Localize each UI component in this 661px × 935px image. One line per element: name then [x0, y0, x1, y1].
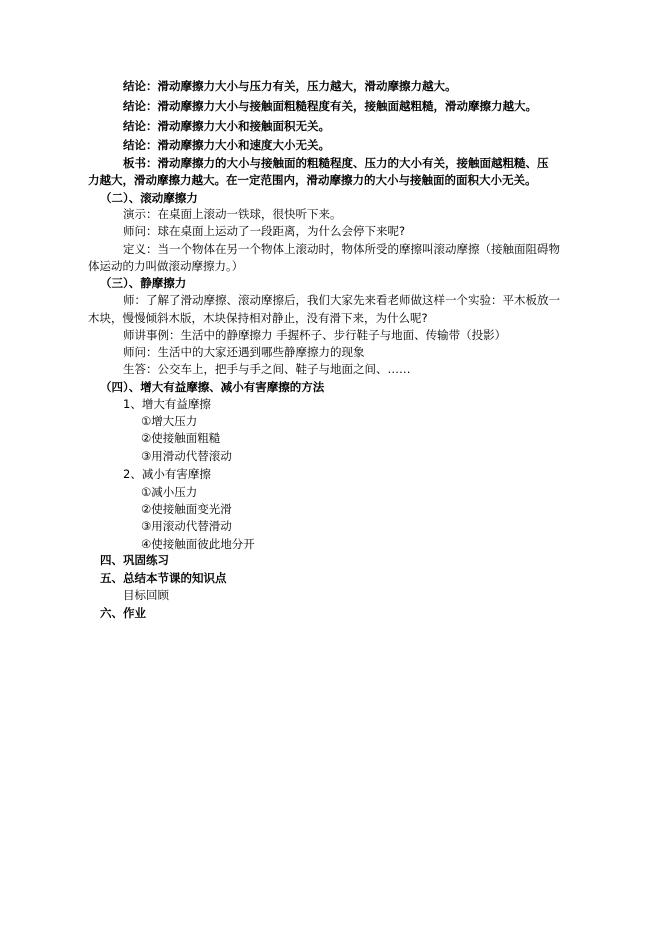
text-line: 师讲事例：生活中的静摩擦力 手握杯子、步行鞋子与地面、传输带（投影） — [123, 328, 507, 342]
text-line: 目标回顾 — [123, 588, 169, 602]
text-line: （二）、滚动摩擦力 — [100, 191, 198, 205]
text-line: 木块，慢慢倾斜木版，木块保持相对静止，没有滑下来，为什么呢? — [88, 311, 428, 325]
text-line: ②使接触面粗糙 — [141, 431, 221, 445]
text-line: 五、总结本节课的知识点 — [100, 571, 227, 585]
text-line: 板书：滑动摩擦力的大小与接触面的粗糙程度、压力的大小有关，接触面越粗糙、压 — [123, 156, 549, 170]
text-line: 结论：滑动摩擦力大小和速度大小无关。 — [123, 138, 330, 152]
text-line: ①减小压力 — [141, 485, 198, 499]
text-line: 1、增大有益摩擦 — [123, 397, 211, 411]
text-line: （四）、增大有益摩擦、减小有害摩擦的方法 — [100, 380, 325, 394]
text-line: 师问：球在桌面上运动了一段距离，为什么会停下来呢? — [123, 224, 406, 238]
text-line: 演示：在桌面上滚动一铁球，很快听下来。 — [123, 207, 342, 221]
text-line: 结论：滑动摩擦力大小与压力有关，压力越大，滑动摩擦力越大。 — [123, 79, 457, 93]
text-line: 四、巩固练习 — [100, 553, 169, 567]
text-line: 体运动的力叫做滚动摩擦力。） — [88, 259, 244, 273]
text-line: 力越大，滑动摩擦力越大。在一定范围内，滑动摩擦力的大小与接触面的面积大小无关。 — [88, 173, 537, 187]
text-line: 六、作业 — [100, 606, 146, 620]
text-line: 定义：当一个物体在另一个物体上滚动时，物体所受的摩擦叫滚动摩擦（接触面阻碍物 — [123, 242, 560, 256]
text-line: 结论：滑动摩擦力大小与接触面粗糙程度有关，接触面越粗糙，滑动摩擦力越大。 — [123, 99, 537, 113]
text-line: 生答：公交车上，把手与手之间、鞋子与地面之间、…… — [123, 362, 411, 376]
text-line: 师问：生活中的大家还遇到哪些静摩擦力的现象 — [123, 345, 365, 359]
text-line: 2、减小有害摩擦 — [123, 467, 211, 481]
text-line: ③用滚动代替滑动 — [141, 519, 232, 533]
text-line: ②使接触面变光滑 — [141, 502, 232, 516]
text-line: （三）、静摩擦力 — [100, 276, 187, 290]
text-line: 结论：滑动摩擦力大小和接触面积无关。 — [123, 119, 330, 133]
text-line: 师：了解了滑动摩擦、滚动摩擦后，我们大家先来看老师做这样一个实验：平木板放一 — [123, 293, 560, 307]
text-line: ①增大压力 — [141, 414, 198, 428]
text-line: ③用滑动代替滚动 — [141, 449, 232, 463]
text-line: ④使接触面彼此地分开 — [141, 537, 255, 551]
